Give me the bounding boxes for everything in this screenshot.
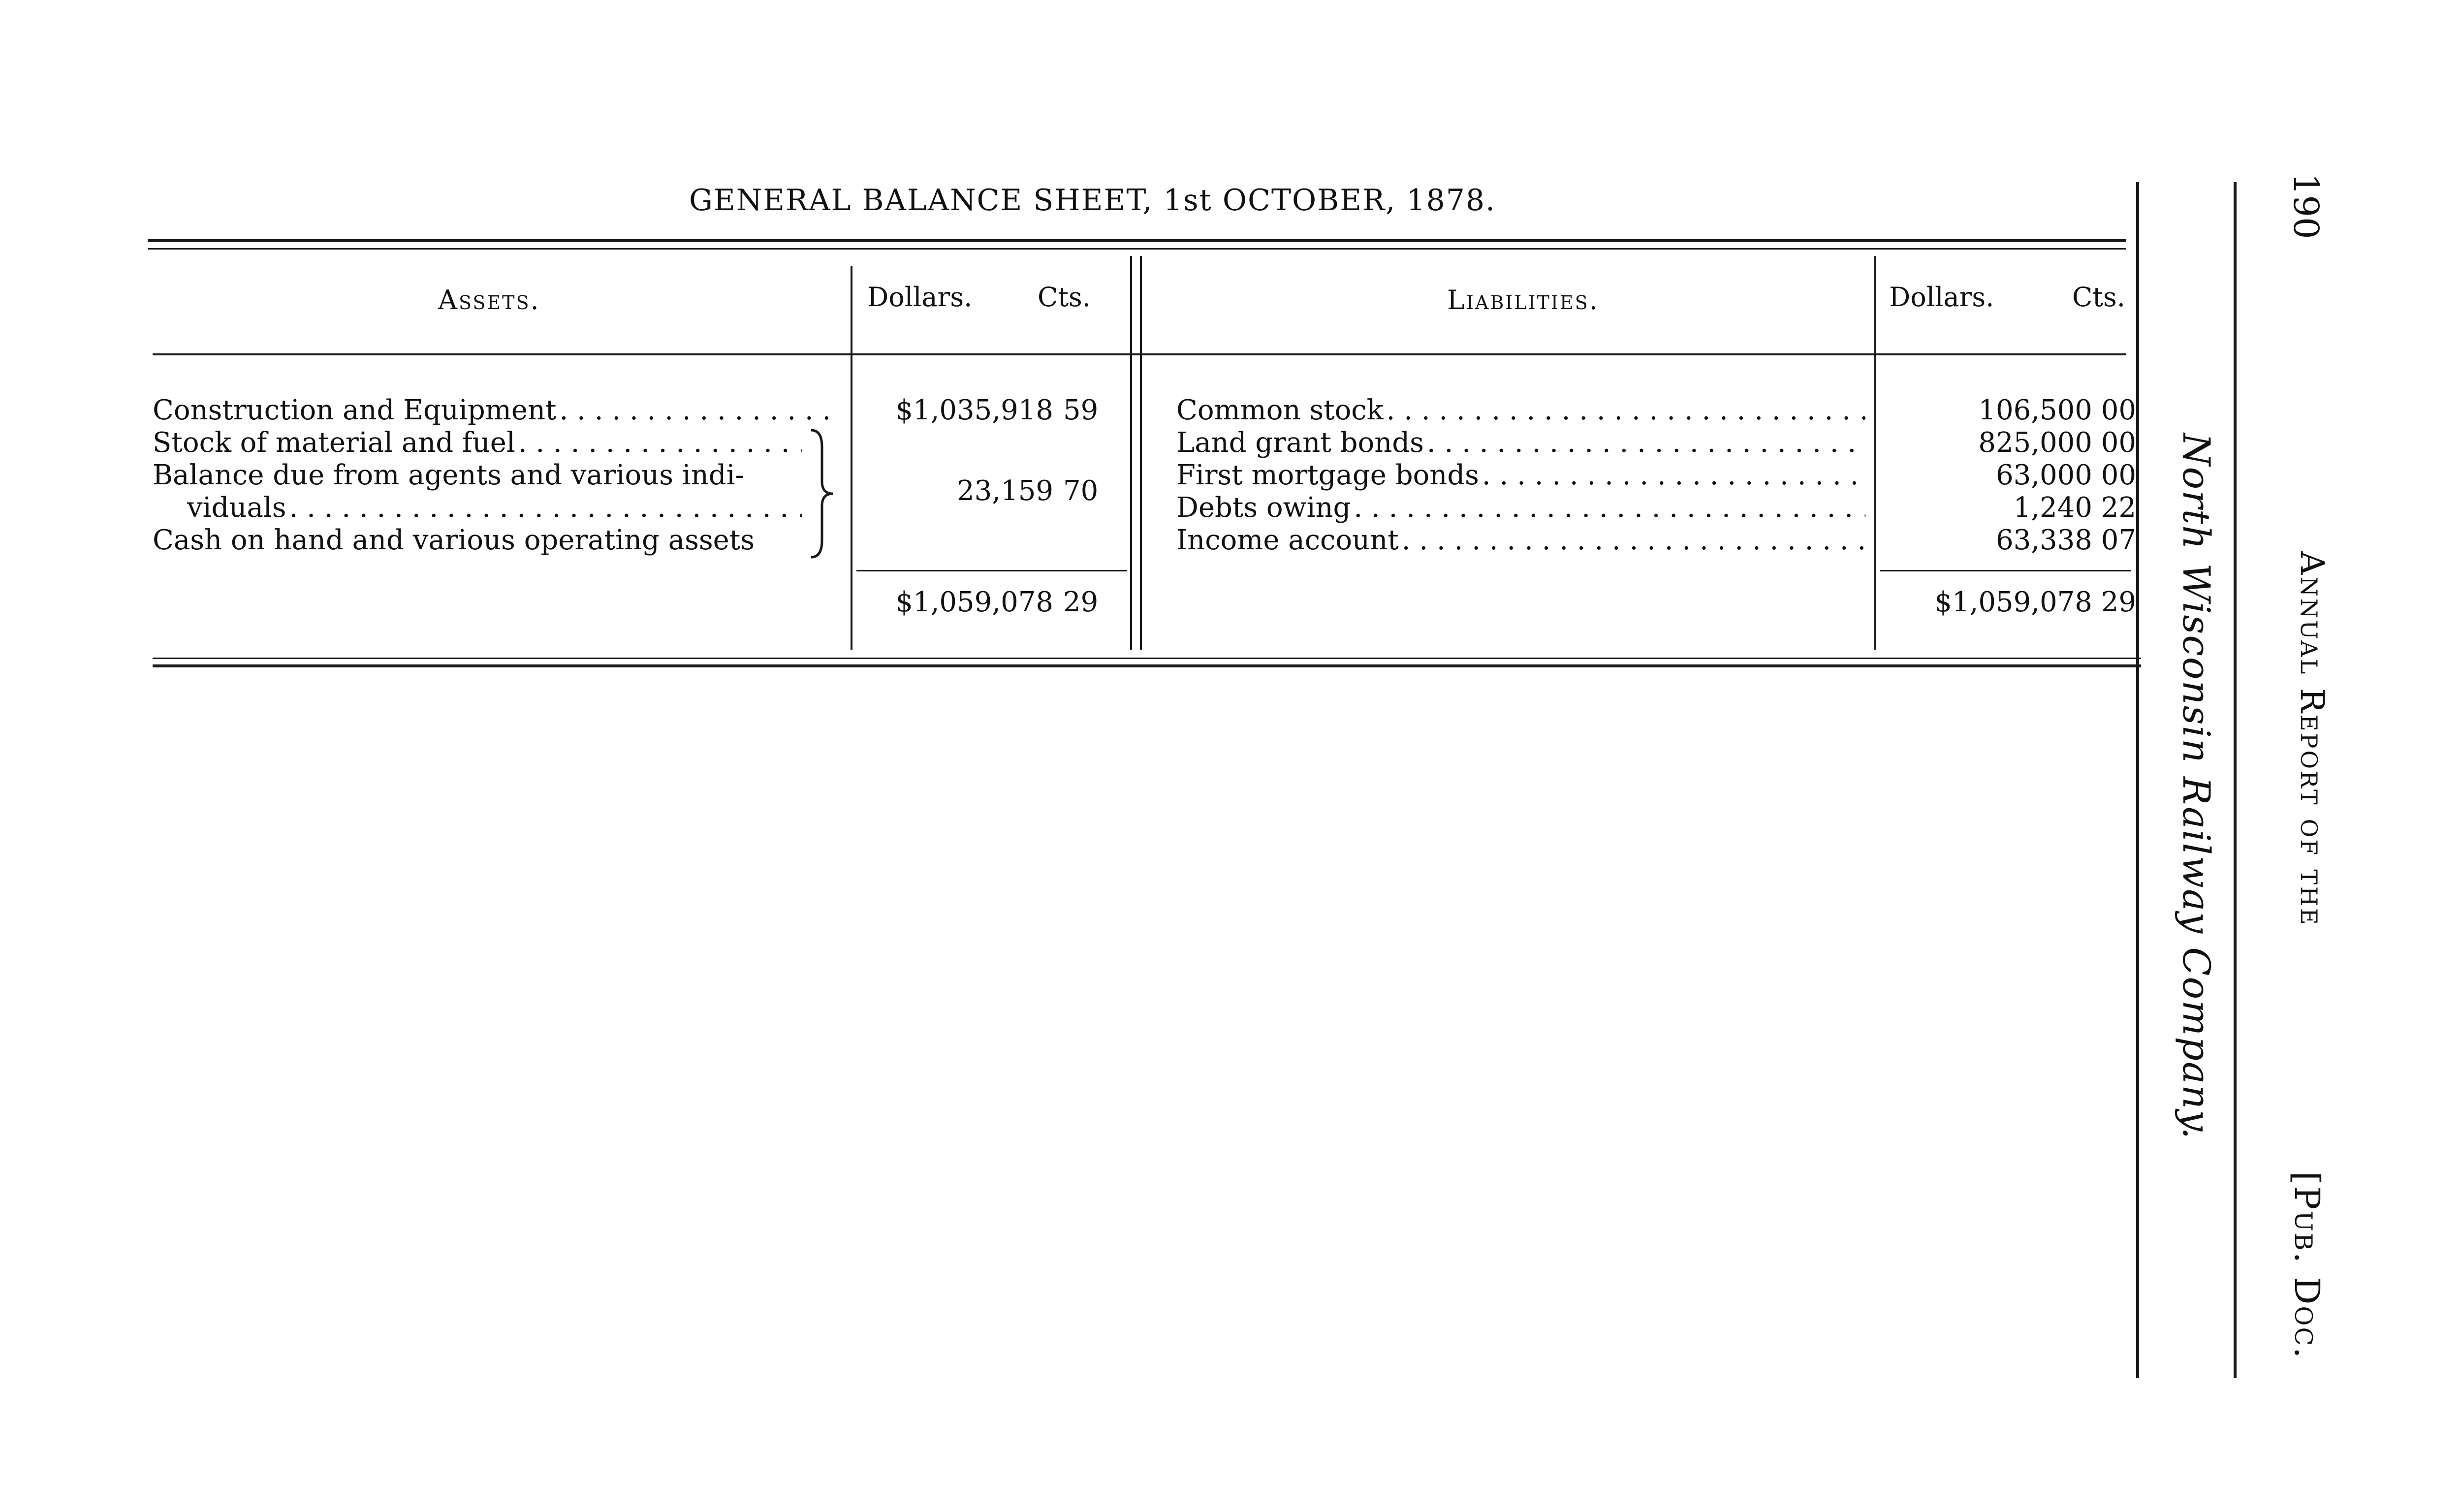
bottom-double-rule-upper xyxy=(153,658,2141,659)
leader-dots xyxy=(1354,494,1865,522)
leader-dots xyxy=(1427,429,1865,457)
liability-amount: 1,240 22 xyxy=(2013,492,2136,524)
asset-amount-cts: 70 xyxy=(1063,475,1099,507)
assets-total-dollars: $1,059,078 xyxy=(895,586,1053,618)
asset-row-cash: Cash on hand and various operating assets xyxy=(153,524,755,556)
liabilities-total: $1,059,078 29 xyxy=(1934,586,2136,618)
liability-amount: 63,000 00 xyxy=(1995,459,2136,491)
column-divider-center-right xyxy=(1140,256,1142,650)
column-divider-assets-dollars xyxy=(851,266,852,650)
asset-amount-dollars: $1,035,918 xyxy=(895,394,1053,426)
pub-doc-label: [Pub. Doc. xyxy=(2287,1171,2327,1360)
leader-dots xyxy=(560,397,837,424)
asset-row-balance-due: Balance due from agents and various indi- xyxy=(153,459,745,491)
balance-sheet-title: GENERAL BALANCE SHEET, 1st OCTOBER, 1878. xyxy=(689,183,1496,218)
liability-amount: 825,000 00 xyxy=(1978,427,2136,459)
liability-label: Income account xyxy=(1176,524,1399,556)
report-running-head: Annual Report of the xyxy=(2293,551,2331,927)
assets-dollars-header: Dollars. xyxy=(867,282,973,313)
top-double-rule-lower xyxy=(148,248,2126,250)
asset-label: Construction and Equipment xyxy=(153,394,557,426)
top-double-rule-upper xyxy=(148,239,2126,242)
column-divider-liabilities-dollars xyxy=(1874,256,1876,650)
running-head-border xyxy=(2234,182,2237,1378)
liability-label: First mortgage bonds xyxy=(1176,459,1479,491)
liability-amount: 106,500 00 xyxy=(1978,394,2136,426)
liability-label: Common stock xyxy=(1176,394,1384,426)
assets-cts-header: Cts. xyxy=(1038,282,1091,313)
asset-row-stock xyxy=(153,429,802,457)
asset-label: viduals xyxy=(187,492,286,524)
liabilities-cts-header: Cts. xyxy=(2072,282,2125,313)
liability-row-income xyxy=(1176,524,1865,556)
header-separator-rule xyxy=(153,353,2126,355)
liability-label: Debts owing xyxy=(1176,492,1351,524)
assets-total-cts: 29 xyxy=(1063,586,1099,618)
leader-dots xyxy=(289,494,803,522)
leader-dots xyxy=(518,429,802,457)
asset-label: Stock of material and fuel xyxy=(153,427,515,459)
liability-amount: 63,338 07 xyxy=(1995,524,2136,556)
liability-label: Land grant bonds xyxy=(1176,427,1424,459)
company-running-title: North Wisconsin Railway Company. xyxy=(2175,433,2218,1140)
asset-amount-cts: 59 xyxy=(1063,394,1099,426)
liability-row-first-mortgage xyxy=(1176,459,1865,491)
grouping-brace xyxy=(807,427,837,560)
liability-row-common-stock xyxy=(1176,394,1865,426)
liability-row-debts xyxy=(1176,494,1865,522)
asset-row-individuals xyxy=(187,494,802,522)
liabilities-header: Liabilities. xyxy=(1447,284,1599,315)
liabilities-dollars-header: Dollars. xyxy=(1889,282,1994,313)
liability-row-land-grant xyxy=(1176,429,1865,457)
table-right-border xyxy=(2136,182,2139,1378)
bottom-double-rule-lower xyxy=(153,664,2141,667)
assets-total-rule xyxy=(856,570,1127,571)
assets-header: Assets. xyxy=(438,284,540,315)
page-number: 190 xyxy=(2286,173,2326,239)
column-divider-center-left xyxy=(1130,256,1132,650)
liabilities-total-rule xyxy=(1880,570,2131,571)
asset-amount-dollars: 23,159 xyxy=(957,475,1053,507)
leader-dots xyxy=(1482,462,1865,489)
asset-row-construction xyxy=(153,394,837,426)
leader-dots xyxy=(1402,527,1865,554)
leader-dots xyxy=(1387,397,1865,424)
